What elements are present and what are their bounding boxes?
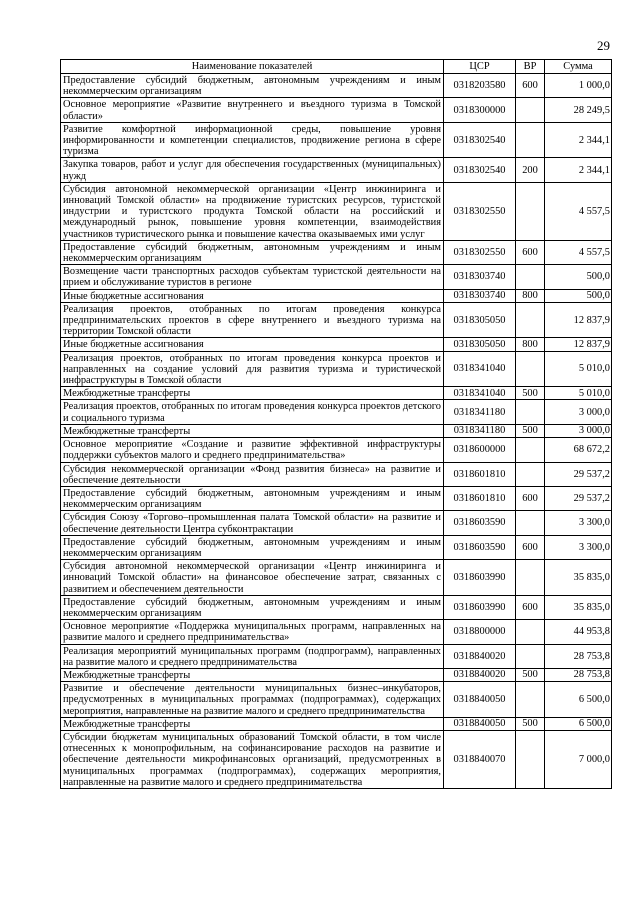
row-name: Межбюджетные трансферты xyxy=(61,717,444,730)
row-vr: 600 xyxy=(516,595,545,619)
table-row xyxy=(61,338,612,351)
row-vr: 600 xyxy=(516,486,545,510)
row-vr xyxy=(516,400,545,424)
row-name: Межбюджетные трансферты xyxy=(61,668,444,681)
row-name: Иные бюджетные ассигнования xyxy=(61,338,444,351)
row-csr: 0318203580 xyxy=(444,74,516,98)
row-name: Иные бюджетные ассигнования xyxy=(61,289,444,302)
row-vr: 600 xyxy=(516,535,545,559)
row-vr xyxy=(516,560,545,596)
row-sum: 500,0 xyxy=(545,289,612,302)
row-sum: 4 557,5 xyxy=(545,240,612,264)
row-csr: 0318302550 xyxy=(444,240,516,264)
row-csr: 0318840050 xyxy=(444,717,516,730)
row-csr: 0318303740 xyxy=(444,265,516,289)
row-name: Развитие комфортной информационной среды, повышение уровня информированности и компетенции специалистов, продвижение региона в сфере туризма xyxy=(61,122,444,158)
row-sum: 1 000,0 xyxy=(545,74,612,98)
row-name: Основное мероприятие «Создание и развитие эффективной инфраструктуры поддержки субъектов малого и среднего предпринимательства» xyxy=(61,438,444,462)
row-vr xyxy=(516,302,545,338)
row-csr: 0318305050 xyxy=(444,338,516,351)
table-row xyxy=(61,486,612,510)
row-name: Основное мероприятие «Развитие внутреннего и въездного туризма в Томской области» xyxy=(61,98,444,122)
row-csr: 0318302540 xyxy=(444,122,516,158)
row-csr: 0318302540 xyxy=(444,158,516,182)
row-csr: 0318603990 xyxy=(444,560,516,596)
row-sum: 3 300,0 xyxy=(545,535,612,559)
row-csr: 0318341180 xyxy=(444,424,516,437)
row-sum: 5 010,0 xyxy=(545,387,612,400)
row-name: Реализация проектов, отобранных по итогам проведения конкурса проектов и направленных на создание условий для развития туризма и туристической инфраструктуры в Томской области xyxy=(61,351,444,387)
table-row xyxy=(61,265,612,289)
row-csr: 0318603590 xyxy=(444,535,516,559)
row-csr: 0318840050 xyxy=(444,682,516,718)
row-name: Возмещение части транспортных расходов субъектам туристской деятельности на прием и обслуживание туристов в регионе xyxy=(61,265,444,289)
row-csr: 0318601810 xyxy=(444,462,516,486)
row-name: Субсидия Союзу «Торгово–промышленная палата Томской области» на развитие и обеспечение деятельности Центра субконтрактации xyxy=(61,511,444,535)
row-csr: 0318603590 xyxy=(444,511,516,535)
row-name: Реализация проектов, отобранных по итогам проведения конкурса проектов детского и социального туризма xyxy=(61,400,444,424)
page-number: 29 xyxy=(597,38,610,53)
row-name: Межбюджетные трансферты xyxy=(61,387,444,400)
row-name: Развитие и обеспечение деятельности муниципальных бизнес–инкубаторов, предусмотренных в муниципальных программах (подпрограммах), содержащих мероприятия, направленные на развитие малого и среднего предпринимательства xyxy=(61,682,444,718)
table-row xyxy=(61,682,612,718)
row-sum: 28 753,8 xyxy=(545,644,612,668)
row-vr xyxy=(516,122,545,158)
row-vr xyxy=(516,462,545,486)
row-csr: 0318603990 xyxy=(444,595,516,619)
row-sum: 35 835,0 xyxy=(545,595,612,619)
row-csr: 0318800000 xyxy=(444,620,516,644)
table-row xyxy=(61,400,612,424)
row-vr: 500 xyxy=(516,387,545,400)
table-row xyxy=(61,535,612,559)
row-name: Межбюджетные трансферты xyxy=(61,424,444,437)
row-csr: 0318840020 xyxy=(444,668,516,681)
row-name: Предоставление субсидий бюджетным, автономным учреждениям и иным некоммерческим организациям xyxy=(61,240,444,264)
row-vr: 600 xyxy=(516,240,545,264)
row-vr: 800 xyxy=(516,338,545,351)
row-name: Основное мероприятие «Поддержка муниципальных программ, направленных на развитие малого и среднего предпринимательства» xyxy=(61,620,444,644)
row-name: Реализация проектов, отобранных по итогам проведения конкурса предпринимательских проектов в сфере внутреннего и въездного туризма на территории Томской области xyxy=(61,302,444,338)
table-row xyxy=(61,730,612,788)
table-row xyxy=(61,158,612,182)
row-sum: 5 010,0 xyxy=(545,351,612,387)
row-csr: 0318305050 xyxy=(444,302,516,338)
table-row xyxy=(61,182,612,240)
table-row xyxy=(61,122,612,158)
row-vr xyxy=(516,351,545,387)
table-row xyxy=(61,717,612,730)
row-vr: 800 xyxy=(516,289,545,302)
row-name: Субсидии бюджетам муниципальных образований Томской области, в том числе отнесенных к монопрофильным, на софинансирование расходов на развитие и обеспечение деятельности микрофинансовых организаций, предусмотренных в муниципальных программах (подпрограммах), содержащих мероприятия, направленные на развитие малого и среднего предпринимательства xyxy=(61,730,444,788)
row-sum: 12 837,9 xyxy=(545,302,612,338)
table-row xyxy=(61,560,612,596)
header-sum: Сумма xyxy=(545,60,612,74)
row-sum: 35 835,0 xyxy=(545,560,612,596)
row-name: Предоставление субсидий бюджетным, автономным учреждениям и иным некоммерческим организациям xyxy=(61,486,444,510)
table-row xyxy=(61,424,612,437)
row-csr: 0318300000 xyxy=(444,98,516,122)
row-sum: 44 953,8 xyxy=(545,620,612,644)
row-name: Закупка товаров, работ и услуг для обеспечения государственных (муниципальных) нужд xyxy=(61,158,444,182)
table-row xyxy=(61,98,612,122)
row-sum: 500,0 xyxy=(545,265,612,289)
row-name: Субсидия некоммерческой организации «Фонд развития бизнеса» на развитие и обеспечение деятельности xyxy=(61,462,444,486)
row-sum: 3 000,0 xyxy=(545,424,612,437)
row-sum: 29 537,2 xyxy=(545,486,612,510)
row-name: Реализация мероприятий муниципальных программ (подпрограмм), направленных на развитие малого и среднего предпринимательства xyxy=(61,644,444,668)
row-name: Предоставление субсидий бюджетным, автономным учреждениям и иным некоммерческим организациям xyxy=(61,74,444,98)
row-vr xyxy=(516,682,545,718)
table-row xyxy=(61,668,612,681)
budget-table xyxy=(60,59,612,789)
row-sum: 28 753,8 xyxy=(545,668,612,681)
row-name: Предоставление субсидий бюджетным, автономным учреждениям и иным некоммерческим организациям xyxy=(61,535,444,559)
row-csr: 0318840020 xyxy=(444,644,516,668)
header-name: Наименование показателей xyxy=(61,60,444,74)
row-sum: 6 500,0 xyxy=(545,717,612,730)
table-row xyxy=(61,438,612,462)
table-row xyxy=(61,302,612,338)
header-csr: ЦСР xyxy=(444,60,516,74)
row-vr: 500 xyxy=(516,717,545,730)
row-csr: 0318600000 xyxy=(444,438,516,462)
row-vr: 500 xyxy=(516,424,545,437)
row-vr xyxy=(516,438,545,462)
row-sum: 29 537,2 xyxy=(545,462,612,486)
row-csr: 0318341040 xyxy=(444,351,516,387)
row-sum: 2 344,1 xyxy=(545,158,612,182)
row-sum: 7 000,0 xyxy=(545,730,612,788)
row-vr xyxy=(516,182,545,240)
table-body xyxy=(61,74,612,789)
row-sum: 3 000,0 xyxy=(545,400,612,424)
table-row xyxy=(61,387,612,400)
table-row xyxy=(61,240,612,264)
row-csr: 0318601810 xyxy=(444,486,516,510)
row-vr: 600 xyxy=(516,74,545,98)
row-sum: 4 557,5 xyxy=(545,182,612,240)
row-sum: 6 500,0 xyxy=(545,682,612,718)
table-row xyxy=(61,644,612,668)
row-csr: 0318303740 xyxy=(444,289,516,302)
row-csr: 0318341180 xyxy=(444,400,516,424)
table-row xyxy=(61,462,612,486)
row-vr xyxy=(516,265,545,289)
table-row xyxy=(61,351,612,387)
table-header-row xyxy=(61,60,612,74)
table-row xyxy=(61,74,612,98)
row-csr: 0318840070 xyxy=(444,730,516,788)
row-sum: 12 837,9 xyxy=(545,338,612,351)
row-vr xyxy=(516,511,545,535)
row-vr xyxy=(516,620,545,644)
row-name: Субсидия автономной некоммерческой организации «Центр инжиниринга и инноваций Томской области» на финансовое обеспечение затрат, связанных с развитием и обеспечением деятельности xyxy=(61,560,444,596)
row-vr: 200 xyxy=(516,158,545,182)
row-vr xyxy=(516,98,545,122)
row-name: Предоставление субсидий бюджетным, автономным учреждениям и иным некоммерческим организациям xyxy=(61,595,444,619)
row-sum: 3 300,0 xyxy=(545,511,612,535)
row-name: Субсидия автономной некоммерческой организации «Центр инжиниринга и инноваций Томской области» на продвижение туристских ресурсов, туристской индустрии и туристского продукта Томской области на российский и международный рынок, повышение уровня компетенции, взаимодействия участников туристического рынка и повышение качества оказываемых ими услуг xyxy=(61,182,444,240)
row-sum: 68 672,2 xyxy=(545,438,612,462)
row-sum: 28 249,5 xyxy=(545,98,612,122)
table-row xyxy=(61,289,612,302)
row-csr: 0318341040 xyxy=(444,387,516,400)
row-vr xyxy=(516,730,545,788)
table-row xyxy=(61,511,612,535)
row-vr xyxy=(516,644,545,668)
header-vr: ВР xyxy=(516,60,545,74)
table-row xyxy=(61,620,612,644)
row-csr: 0318302550 xyxy=(444,182,516,240)
table-row xyxy=(61,595,612,619)
row-sum: 2 344,1 xyxy=(545,122,612,158)
row-vr: 500 xyxy=(516,668,545,681)
